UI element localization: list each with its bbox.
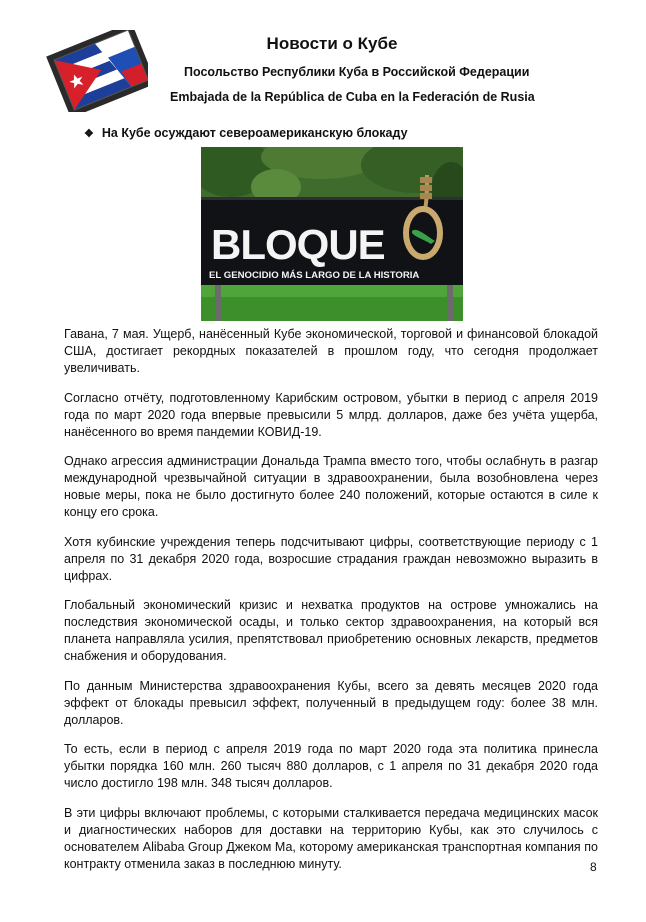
paragraph: Гавана, 7 мая. Ущерб, нанёсенный Кубе экономической, торговой и финансовой блокадой США, достигает рекордных показателей в прошлом году, что сегодня продолжает увеличивать. <box>64 327 598 375</box>
billboard-caption: EL GENOCIDIO MÁS LARGO DE LA HISTORIA <box>209 270 420 281</box>
paragraph: Хотя кубинские учреждения теперь подсчитывают цифры, соответствующие периоду с 1 апреля по 31 декабря 2020 года, возросшие страдания граждан невозможно выразить в цифрах. <box>64 534 598 583</box>
article-headline <box>84 126 408 140</box>
page-title: Новости о Кубе <box>266 34 398 53</box>
page-number: 8 <box>590 860 597 874</box>
paragraph: То есть, если в период с апреля 2019 года по март 2020 года эта политика принесла убытки порядка 160 млн. 260 тысяч 880 долларов, с 1 апреля по 31 декабря 2020 года число достигло 198 млн. 348 тысяч долларов. <box>64 742 598 790</box>
article-photo <box>201 147 463 321</box>
paragraph: В эти цифры включают проблемы, с которыми сталкивается передача медицинских масок и диагностических наборов для доставки на территорию Кубы, как это случилось с основателем Alibaba Group Джеком Ма, которому американская транспортная компания по контракту отменила заказ в последнюю минуту. <box>64 805 598 871</box>
article-body <box>64 326 598 885</box>
paragraph: Глобальный экономический кризис и нехватка продуктов на острове умножались на последствия экономической осады, и только сектор здравоохранения, на который вся планета направляла усилия, препятствовал приобретению основных лекарств, предметов снабжения и оборудования. <box>64 598 598 663</box>
diamond-bullet-icon: ❖ <box>84 128 94 140</box>
embassy-name-ru: Посольство Республики Куба в Российской Федерации <box>184 65 530 79</box>
billboard-word: BLOQUE <box>211 221 385 268</box>
embassy-name-es: Embajada de la República de Cuba en la Federación de Rusia <box>170 90 535 104</box>
paragraph: По данным Министерства здравоохранения Кубы, всего за девять месяцев 2020 года эффект от блокады превысил эффект, полученный в предыдущем году: более 38 млн. долларов. <box>64 678 598 727</box>
paragraph: Однако агрессия администрации Дональда Трампа вместо того, чтобы ослабнуть в разгар международной чрезвычайной ситуации в здравоохранении, была возобновлена через новые меры, пока не было достигнуто более 240 положений, которые остаются в силе к концу его срока. <box>64 454 598 519</box>
headline-text: На Кубе осуждают североамериканскую блокаду <box>101 126 408 140</box>
paragraph: Согласно отчёту, подготовленному Карибским островом, убытки в период с апреля 2019 года по март 2020 года впервые превысили 5 млрд. долларов, даже без учёта ущерба, нанёсенного во время пандемии КОВИД-19. <box>64 390 598 439</box>
